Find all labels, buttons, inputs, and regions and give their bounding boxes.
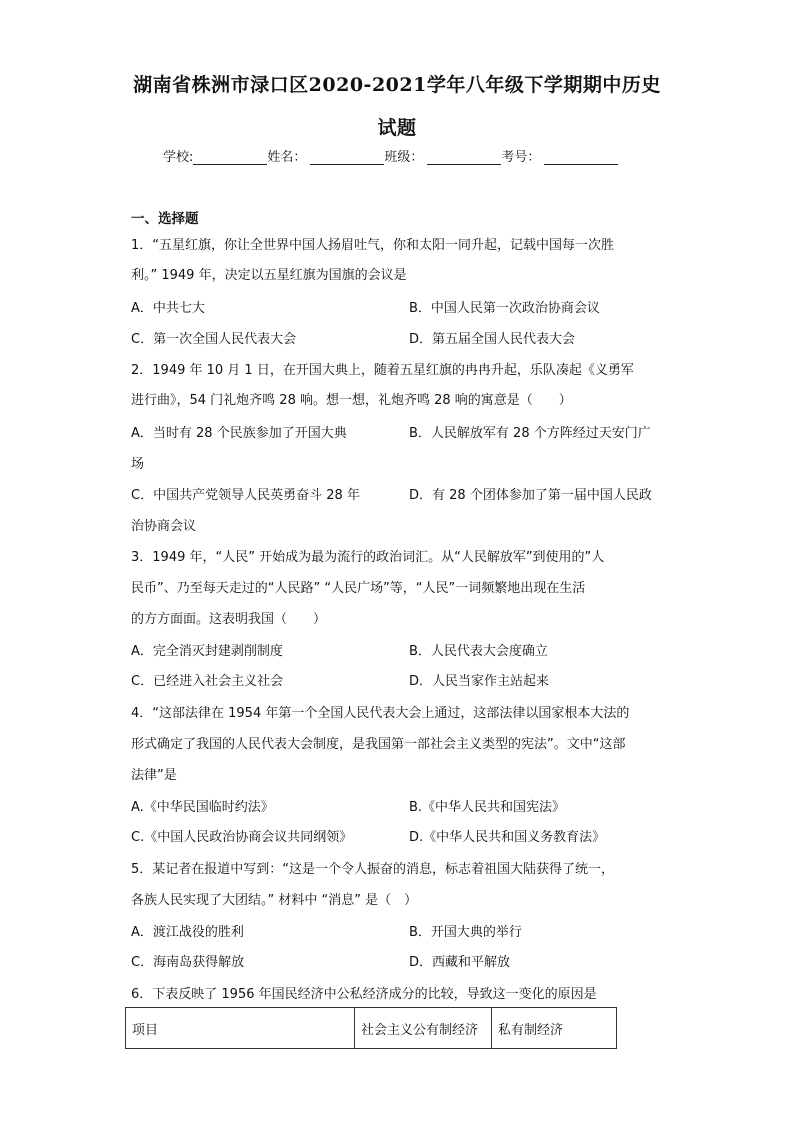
table-header-cell: 项目 <box>126 1008 355 1049</box>
class-blank[interactable] <box>427 150 501 165</box>
q3-stem-line3: 的方方面面。这表明我国（ ） <box>131 612 327 627</box>
q3-stem-line2: 民币”、乃至每天走过的“人民路” “人民广场”等，“人民”一词频繁地出现在生活 <box>131 581 586 596</box>
q1-stem-line1: 1．“五星红旗，你让全世界中国人扬眉吐气，你和太阳一同升起，记载中国每一次胜 <box>131 238 615 253</box>
q4-option-a: A.《中华民国临时约法》 <box>131 800 274 815</box>
q1-stem-line2: 利。” 1949 年，决定以五星红旗为国旗的会议是 <box>131 268 407 283</box>
table-row <box>126 1008 617 1049</box>
exam-title-line2: 试题 <box>377 117 417 139</box>
table-header-cell: 社会主义公有制经济 <box>355 1008 492 1049</box>
q2-option-d-line1: D．有 28 个团体参加了第一届中国人民政 <box>409 488 652 503</box>
q5-option-b: B．开国大典的举行 <box>409 925 522 940</box>
name-blank[interactable] <box>310 150 384 165</box>
q5-option-c: C．海南岛获得解放 <box>131 955 245 970</box>
table-header-cell: 私有制经济 <box>492 1008 617 1049</box>
student-info-line <box>163 146 618 165</box>
q4-option-c: C.《中国人民政治协商会议共同纲领》 <box>131 830 353 845</box>
q2-option-b-line2: 场 <box>131 457 145 472</box>
q3-option-a: A．完全消灭封建剥削制度 <box>131 644 283 659</box>
exam-title-line1: 湖南省株洲市渌口区2020-2021学年八年级下学期期中历史 <box>133 74 661 96</box>
q2-option-c: C．中国共产党领导人民英勇奋斗 28 年 <box>131 488 360 503</box>
q1-option-d: D．第五届全国人民代表大会 <box>409 332 576 347</box>
name-label: 姓名： <box>267 150 307 165</box>
q2-option-d-line2: 治协商会议 <box>131 519 197 534</box>
q5-option-d: D．西藏和平解放 <box>409 955 511 970</box>
q4-stem-line3: 法律”是 <box>131 768 177 783</box>
q3-option-b: B．人民代表大会度确立 <box>409 644 548 659</box>
section-heading: 一、选择题 <box>131 211 199 227</box>
q2-option-b-line1: B．人民解放军有 28 个方阵经过天安门广 <box>409 426 651 441</box>
q3-option-c: C．已经进入社会主义社会 <box>131 674 284 689</box>
q4-stem-line1: 4．“这部法律在 1954 年第一个全国人民代表大会上通过，这部法律以国家根本大法的 <box>131 706 630 721</box>
q4-option-d: D.《中华人民共和国义务教育法》 <box>409 830 606 845</box>
q1-option-c: C．第一次全国人民代表大会 <box>131 332 297 347</box>
q5-stem-line1: 5．某记者在报道中写到：“这是一个令人振奋的消息，标志着祖国大陆获得了统一， <box>131 862 615 877</box>
q6-stem-line1: 6．下表反映了 1956 年国民经济中公私经济成分的比较，导致这一变化的原因是 <box>131 987 597 1002</box>
q1-option-a: A．中共七大 <box>131 301 205 316</box>
school-label: 学校: <box>163 150 194 165</box>
q5-option-a: A．渡江战役的胜利 <box>131 925 244 940</box>
q2-option-a: A．当时有 28 个民族参加了开国大典 <box>131 426 347 441</box>
school-blank[interactable] <box>193 150 267 165</box>
number-blank[interactable] <box>544 150 618 165</box>
number-label: 考号： <box>501 150 541 165</box>
q1-option-b: B．中国人民第一次政治协商会议 <box>409 301 600 316</box>
q2-stem-line2: 进行曲》，54 门礼炮齐鸣 28 响。想一想，礼炮齐鸣 28 响的寓意是（ ） <box>131 393 572 408</box>
q3-stem-line1: 3．1949 年，“人民” 开始成为最为流行的政治词汇。从“人民解放军”到使用的”人 <box>131 550 605 565</box>
q5-stem-line2: 各族人民实现了大团结。” 材料中 “消息” 是（ ） <box>131 893 418 908</box>
class-label: 班级： <box>384 150 424 165</box>
q2-stem-line1: 2．1949 年 10 月 1 日，在开国大典上，随着五星红旗的冉冉升起，乐队凑起《义勇军 <box>131 363 634 378</box>
q3-option-d: D．人民当家作主站起来 <box>409 674 550 689</box>
q6-comparison-table <box>125 1007 617 1049</box>
q4-stem-line2: 形式确定了我国的人民代表大会制度，是我国第一部社会主义类型的宪法”。文中“这部 <box>131 737 626 752</box>
q4-option-b: B.《中华人民共和国宪法》 <box>409 800 566 815</box>
